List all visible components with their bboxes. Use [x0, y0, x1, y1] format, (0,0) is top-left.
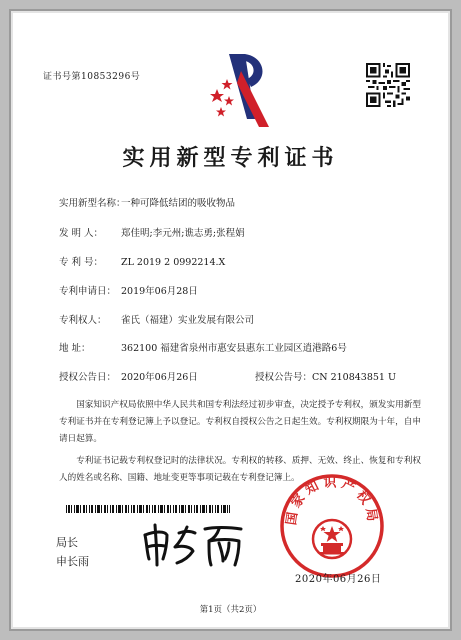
- field-grant-date: [59, 369, 198, 383]
- barcode: [66, 505, 230, 513]
- field-label: 专 利 号：: [59, 257, 104, 268]
- certificate-number: 证书号第10853296号: [43, 72, 141, 82]
- field-patent-number: [59, 254, 225, 268]
- field-label: 发 明 人：: [59, 228, 104, 239]
- director-name: 申长雨: [56, 555, 89, 568]
- page-number: 第1页（共2页）: [199, 605, 262, 615]
- field-value: 2020年06月26日: [121, 372, 198, 383]
- field-label: 专利权人：: [59, 315, 107, 326]
- field-value: 郑佳明;李元州;谯志勇;张程娟: [121, 228, 245, 239]
- national-emblem-icon: [313, 520, 351, 558]
- field-label: 授权公告号：: [254, 372, 312, 383]
- field-utility-model-name: [59, 195, 235, 209]
- svg-text:国家知识产权局: [283, 475, 379, 527]
- field-label: 实用新型名称：: [59, 198, 126, 209]
- certificate-title: 实用新型专利证书: [122, 145, 339, 171]
- field-inventor: [59, 225, 245, 239]
- paragraph-grant-statement: 国家知识产权局依照中华人民共和国专利法经过初步审查，决定授予专利权，颁发实用新型专利证书并在专利登记簿上予以登记。专利权自授权公告之日起生效。专利权期限为十年，自申请日起算。: [59, 400, 421, 444]
- paragraph-legal-status: 专利证书记载专利权登记时的法律状况。专利权的转移、质押、无效、终止、恢复和专利权人的姓名或名称、国籍、地址变更等事项记载在专利登记簿上。: [59, 456, 421, 483]
- field-value: 一种可降低结团的吸收物品: [121, 198, 236, 209]
- field-label: 专利申请日：: [59, 286, 117, 297]
- official-seal: [279, 473, 385, 579]
- patent-office-emblem: [207, 49, 277, 129]
- field-label: 授权公告日：: [59, 372, 117, 383]
- field-application-date: [59, 283, 198, 297]
- director-signature: [139, 519, 249, 569]
- field-value: CN 210843851 U: [311, 372, 396, 383]
- field-value: ZL 2019 2 0992214.X: [121, 257, 226, 268]
- field-value: 2019年06月28日: [121, 286, 198, 297]
- field-label: 地 址：: [59, 343, 91, 354]
- field-publication-number: [255, 369, 396, 383]
- qr-code: [366, 63, 410, 107]
- certificate-page: [9, 9, 452, 631]
- field-patent-owner: [59, 312, 254, 326]
- seal-text: 国家知识产权局: [284, 475, 380, 527]
- field-value: 362100 福建省泉州市惠安县惠东工业园区逍港路6号: [121, 343, 347, 354]
- seal-date: 2020年06月26日: [295, 574, 382, 585]
- field-address: [59, 340, 347, 354]
- director-title: 局长: [56, 536, 78, 549]
- field-value: 雀氏（福建）实业发展有限公司: [121, 315, 255, 326]
